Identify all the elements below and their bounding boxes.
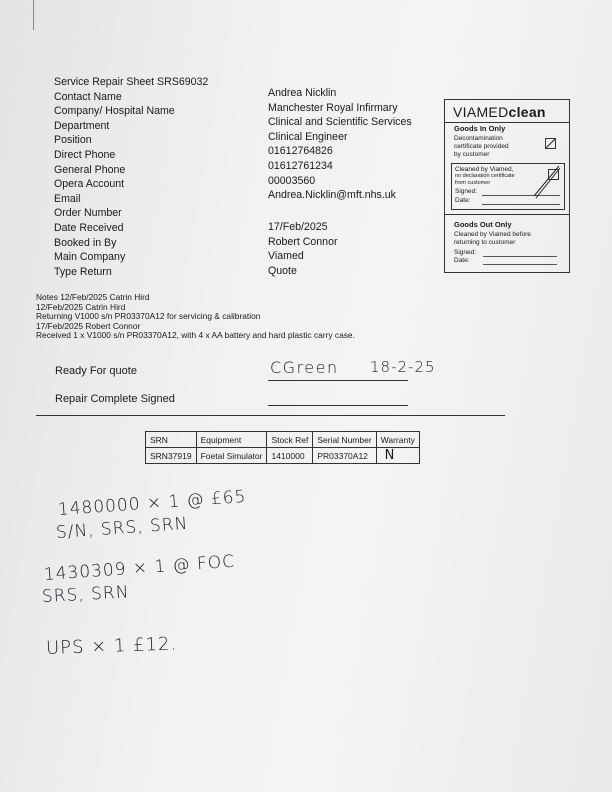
tick-mark-icon bbox=[546, 139, 555, 148]
ready-date: 18-2-25 bbox=[370, 358, 436, 376]
handwritten-line: UPS × 1 £12. bbox=[45, 633, 178, 659]
handwritten-line: 1480000 × 1 @ £65 bbox=[57, 486, 248, 520]
table-row bbox=[146, 448, 420, 464]
note-line: 17/Feb/2025 Robert Connor bbox=[36, 320, 141, 331]
notes-block bbox=[36, 293, 355, 341]
viamed-logo: VIAMEDclean bbox=[453, 104, 546, 120]
table-cell: Foetal Simulator bbox=[196, 448, 267, 464]
value-type-return: Quote bbox=[268, 264, 297, 277]
value-email: Andrea.Nicklin@mft.nhs.uk bbox=[268, 189, 396, 202]
value-booked-in-by: Robert Connor bbox=[268, 235, 338, 248]
value-company: Manchester Royal Infirmary bbox=[268, 101, 398, 114]
cleaned-by-viamed-box: Cleaned by Viamed, no declaration certificate from customer Signed: Date: bbox=[451, 163, 565, 210]
label-department: Department bbox=[54, 119, 110, 132]
label-general-phone: General Phone bbox=[54, 163, 126, 176]
value-general-phone: 01612761234 bbox=[268, 159, 333, 172]
equipment-table bbox=[145, 431, 420, 464]
value-date-received: 17/Feb/2025 bbox=[268, 221, 328, 233]
goods-out-heading: Goods Out Only bbox=[454, 220, 512, 229]
note-line: Received 1 x V1000 s/n PR03370A12, with 4 x AA battery and hard plastic carry case. bbox=[36, 330, 355, 340]
decon-checkbox[interactable] bbox=[545, 138, 556, 149]
label-opera-account: Opera Account bbox=[54, 178, 125, 191]
table-header: Serial Number bbox=[313, 432, 376, 448]
label-email: Email bbox=[54, 192, 81, 205]
ready-signature: CGreen bbox=[270, 358, 339, 377]
table-header: Equipment bbox=[196, 432, 267, 448]
value-department: Clinical and Scientific Services bbox=[268, 116, 412, 129]
table-cell: N bbox=[376, 448, 419, 464]
label-date-received: Date Received bbox=[54, 221, 124, 234]
field-values-lower bbox=[268, 220, 338, 278]
note-line: 12/Feb/2025 Catrin Hird bbox=[36, 301, 126, 312]
table-cell: 1410000 bbox=[267, 448, 313, 464]
pen-stroke-mark bbox=[526, 164, 566, 204]
handwritten-line: SRS, SRN bbox=[41, 582, 130, 607]
repair-complete-label: Repair Complete Signed bbox=[55, 393, 175, 405]
table-cell: PR03370A12 bbox=[313, 448, 376, 464]
table-header: SRN bbox=[146, 432, 197, 448]
label-contact-name: Contact Name bbox=[54, 90, 122, 103]
value-position: Clinical Engineer bbox=[268, 130, 348, 143]
table-header-row bbox=[146, 432, 420, 448]
note-line: Notes 12/Feb/2025 Catrin Hird bbox=[36, 292, 150, 302]
label-main-company: Main Company bbox=[54, 251, 126, 264]
value-main-company: Viamed bbox=[268, 250, 304, 263]
label-booked-in-by: Booked in By bbox=[54, 236, 117, 249]
handwritten-line: 1430309 × 1 @ FOC bbox=[43, 551, 236, 585]
table-header: Warranty bbox=[376, 432, 419, 448]
goods-in-heading: Goods In Only bbox=[454, 124, 506, 133]
label-direct-phone: Direct Phone bbox=[54, 148, 116, 161]
label-company: Company/ Hospital Name bbox=[54, 105, 175, 118]
table-cell: SRN37919 bbox=[146, 448, 197, 464]
sheet-title: Service Repair Sheet SRS69032 bbox=[54, 76, 209, 88]
value-contact-name: Andrea Nicklin bbox=[268, 87, 337, 99]
label-position: Position bbox=[54, 134, 92, 147]
field-values bbox=[268, 86, 412, 203]
ready-for-quote-label: Ready For quote bbox=[55, 365, 137, 377]
value-direct-phone: 01612764826 bbox=[268, 145, 333, 158]
label-type-return: Type Return bbox=[54, 265, 112, 278]
label-order-number: Order Number bbox=[54, 207, 122, 220]
note-line: Returning V1000 s/n PR03370A12 for servicing & calibration bbox=[36, 311, 261, 321]
value-opera-account: 00003560 bbox=[268, 174, 316, 187]
viamed-clean-box: VIAMEDclean Goods In Only Decontamination certificate provided by customer Cleaned by Viamed, no declaration certificate from customer Signed: Date: Goods Out Only Cleaned by Viamed before returning to customer Signed: Date: bbox=[444, 99, 570, 273]
fold-line bbox=[33, 0, 34, 30]
table-header: Stock Ref bbox=[267, 432, 313, 448]
field-labels bbox=[54, 75, 208, 279]
handwritten-line: S/N, SRS, SRN bbox=[55, 513, 189, 543]
